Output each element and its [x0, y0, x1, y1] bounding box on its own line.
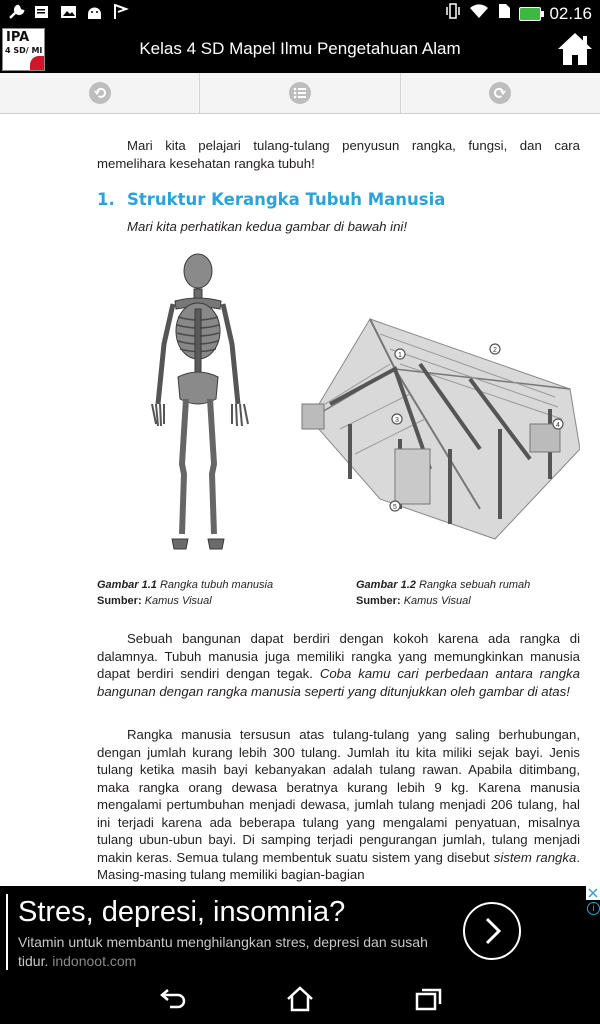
logo-text: IPA — [6, 30, 30, 45]
recents-nav-button[interactable] — [413, 986, 443, 1012]
figure1-source-label: Sumber: — [97, 595, 142, 607]
home-icon — [556, 31, 594, 67]
previous-page-button[interactable] — [0, 73, 200, 113]
ad-banner[interactable] — [0, 886, 600, 974]
flag-icon — [112, 4, 129, 20]
intro-text: Mari kita pelajari tulang-tulang penyusun rangka, fungsi, dan cara memelihara kesehatan rangka tubuh! — [97, 138, 580, 171]
paragraph-2 — [97, 726, 580, 884]
list-icon — [289, 82, 311, 104]
home-button[interactable] — [556, 31, 594, 67]
wrench-icon — [8, 4, 25, 20]
intro-paragraph — [97, 137, 580, 172]
app-title: Kelas 4 SD Mapel Ilmu Pengetahuan Alam — [139, 39, 461, 58]
book-page[interactable] — [0, 114, 600, 886]
marker-3: 3 — [395, 417, 399, 424]
figure1-title: Rangka tubuh manusia — [159, 579, 274, 591]
recents-nav-icon — [413, 986, 443, 1012]
section-subtitle: Mari kita perhatikan kedua gambar di bawah ini! — [127, 219, 408, 234]
paragraph-1-text: Sebuah bangunan dapat berdiri dengan kokoh karena ada rangka di dalamnya. Tubuh manusia juga memiliki rangka yang memungkinkan manusia dapat berdiri sendiri dengan tegak. — [97, 631, 580, 681]
figure2-title: Rangka sebuah rumah — [418, 579, 531, 591]
back-nav-icon — [158, 986, 188, 1012]
paragraph-1 — [97, 630, 580, 700]
clock: 02.16 — [549, 3, 592, 23]
back-icon — [89, 82, 111, 104]
notification-icons — [8, 4, 129, 20]
ad-title[interactable]: Stres, depresi, insomnia? — [18, 896, 346, 928]
figure1-label: Gambar 1.1 — [97, 579, 157, 591]
system-icons — [445, 3, 592, 24]
marker-5: 5 — [393, 504, 397, 511]
sim-icon — [497, 3, 511, 24]
ad-close-icon[interactable] — [586, 886, 600, 900]
figure2-source-label: Sumber: — [356, 595, 401, 607]
chevron-right-icon — [465, 904, 519, 958]
paragraph-2-end: . Masing-masing tulang memiliki bagian-bagian — [97, 849, 580, 882]
logo-accent — [30, 56, 44, 70]
marker-2: 2 — [493, 347, 497, 354]
house-frame-figure — [300, 309, 580, 549]
paragraph-1-italic: Coba kamu cari perbedaan antara rangka bangunan dengan rangka manusia seperti yang ditunjukkan oleh gambar di atas! — [97, 666, 580, 699]
vibrate-icon — [445, 3, 461, 24]
home-nav-icon — [285, 986, 315, 1012]
paragraph-2-text: Rangka manusia tersusun atas tulang-tulang yang saling berhubungan, dengan jumlah kurang lebih 300 tulang. Jumlah itu kita miliki sejak bayi. Jenis tulang ketika masih bayi kebanyakan adalah tulang rawan. Apabila ditimbang, maka rangka orang dewasa beratnya kurang lebih 9 kg. Karena manusia mengalami pertumbuhan menjadi dewasa, jumlah tulang menjadi 206 tulang, hal ini terjadi karena ada beberapa tulang yang mengalami penyatuan, misalnya tulang ubun-ubun bayi. Di samping terjadi pengurangan jumlah, tulang menjadi makin keras. Semua tulang membentuk suatu sistem yang disebut — [97, 727, 580, 865]
figure1-source: Kamus Visual — [144, 595, 212, 607]
ad-domain: indonoot.com — [52, 953, 137, 969]
navigation-bar — [0, 974, 600, 1024]
battery-charging-icon — [519, 7, 541, 21]
figure2-caption — [356, 577, 586, 609]
android-icon — [86, 4, 103, 20]
contents-list-button[interactable] — [200, 73, 400, 113]
ad-body — [18, 933, 448, 971]
marker-4: 4 — [556, 422, 560, 429]
skeleton-figure — [140, 249, 260, 564]
ad-body-text: Vitamin untuk membantu menghilangkan stres, depresi dan susah tidur. — [18, 934, 428, 969]
forward-icon — [489, 82, 511, 104]
app-bar — [0, 26, 600, 73]
ad-divider — [6, 894, 8, 970]
figure1-caption — [97, 577, 327, 609]
image-icon — [60, 4, 77, 20]
back-nav-button[interactable] — [158, 986, 188, 1012]
next-page-button[interactable] — [401, 73, 600, 113]
logo-subtext: 4 SD/ MI — [5, 46, 43, 55]
app-logo — [2, 28, 45, 71]
section-number: 1. — [97, 190, 115, 209]
home-nav-button[interactable] — [285, 986, 315, 1012]
notes-icon — [34, 4, 51, 20]
marker-1: 1 — [398, 352, 402, 359]
ad-open-button[interactable] — [463, 902, 521, 960]
wifi-icon — [469, 3, 489, 24]
page-toolbar — [0, 73, 600, 114]
figure2-source: Kamus Visual — [403, 595, 471, 607]
section-title: Struktur Kerangka Tubuh Manusia — [127, 190, 446, 209]
status-bar — [0, 0, 600, 26]
figure2-label: Gambar 1.2 — [356, 579, 416, 591]
ad-info-icon[interactable]: i — [587, 902, 600, 915]
paragraph-2-italic: sistem rangka — [493, 849, 577, 865]
section-heading — [97, 190, 580, 209]
